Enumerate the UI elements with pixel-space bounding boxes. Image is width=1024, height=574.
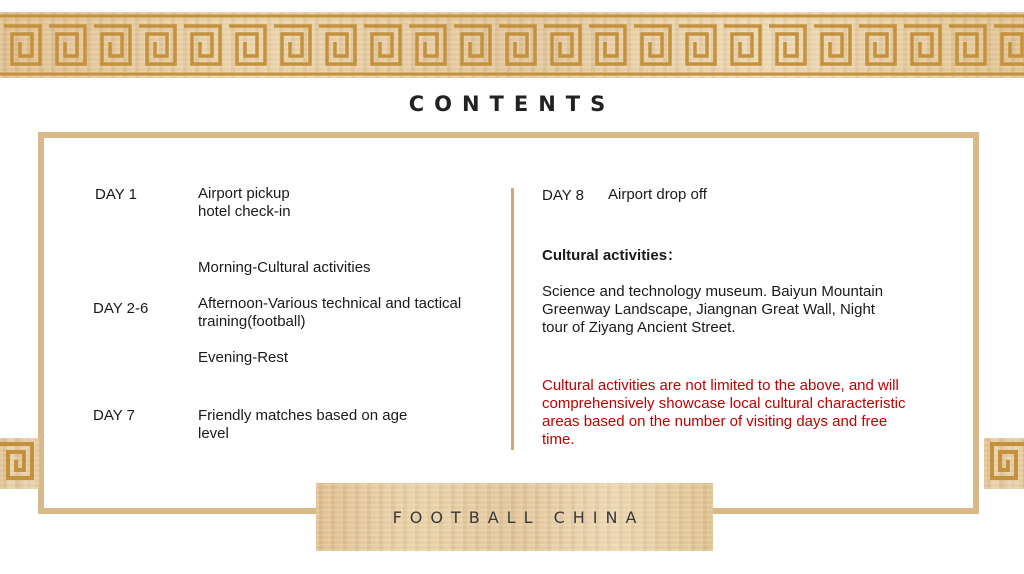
day7-line2: level [198, 425, 229, 442]
greek-key-corner-icon [0, 438, 40, 484]
cultural-line3: tour of Ziyang Ancient Street. [542, 319, 736, 336]
footer-text: FOOTBALL CHINA [392, 507, 645, 527]
day26-afternoon-line2: training(football) [198, 313, 306, 330]
day8-text: Airport drop off [608, 186, 707, 203]
day26-afternoon-line1: Afternoon-Various technical and tactical [198, 295, 462, 312]
day1-label: DAY 1 [95, 186, 137, 203]
cultural-line1: Science and technology museum. Baiyun Mountain [542, 283, 884, 300]
day7-label: DAY 7 [93, 407, 135, 424]
day1-line2: hotel check-in [198, 203, 291, 220]
cultural-heading: Cultural activities： [542, 247, 683, 264]
footer-banner [316, 483, 713, 551]
column-divider [511, 188, 514, 450]
note-line3: areas based on the number of visiting days and free [542, 413, 888, 430]
greek-key-border-icon [0, 12, 1024, 78]
day8-label: DAY 8 [542, 187, 584, 204]
day7-line1: Friendly matches based on age [198, 407, 408, 424]
note-line4: time. [542, 431, 575, 448]
greek-key-corner-right [984, 438, 1024, 489]
day1-line1: Airport pickup [198, 185, 290, 202]
page-title: CONTENTS [408, 92, 616, 116]
day26-label: DAY 2-6 [93, 300, 149, 317]
cultural-line2: Greenway Landscape, Jiangnan Great Wall, Night [542, 301, 875, 318]
note-line2: comprehensively showcase local cultural characteristic [542, 395, 906, 412]
greek-key-top-band [0, 12, 1024, 78]
greek-key-corner-left [0, 438, 40, 489]
content-frame [38, 132, 979, 514]
greek-key-corner-icon [984, 438, 1024, 484]
day26-morning: Morning-Cultural activities [198, 259, 371, 276]
day26-evening: Evening-Rest [198, 349, 289, 366]
note-line1: Cultural activities are not limited to the above, and will [542, 377, 899, 394]
